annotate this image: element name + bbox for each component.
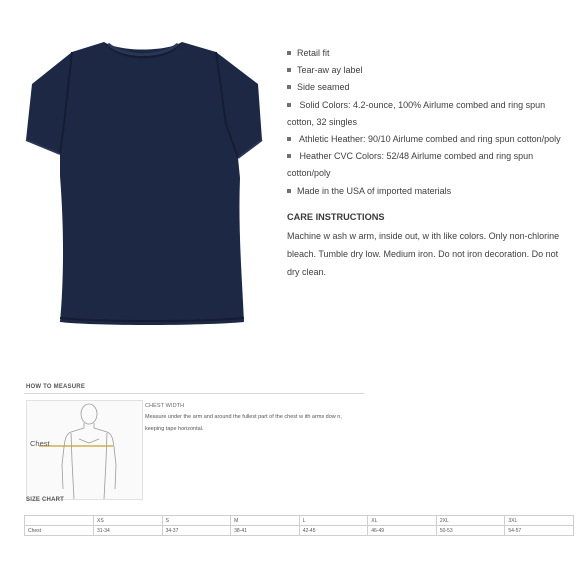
feature-item: Heather CVC Colors: 52/48 Airlume combed and ring spun cotton/poly xyxy=(287,151,534,179)
bullet-icon xyxy=(287,68,291,72)
care-instructions-title: CARE INSTRUCTIONS xyxy=(287,211,385,222)
table-header: XS xyxy=(94,516,163,526)
care-instructions-text: Machine w ash w arm, inside out, w ith like colors. Only non-chlorine bleach. Tumble dry low. Medium iron. Do not iron decoration. Do not dry clean. xyxy=(287,230,560,278)
bullet-icon xyxy=(287,51,291,55)
bullet-icon xyxy=(287,189,291,193)
feature-item: Side seamed xyxy=(287,79,571,96)
product-image xyxy=(20,28,268,328)
chest-width-title: CHEST WIDTH xyxy=(145,403,185,409)
table-header: M xyxy=(231,516,300,526)
table-cell: 42-45 xyxy=(299,526,368,536)
bullet-icon xyxy=(287,103,291,107)
bullet-icon xyxy=(287,137,291,141)
bullet-icon xyxy=(287,154,291,158)
table-cell: 34-37 xyxy=(162,526,231,536)
table-cell: Chest xyxy=(25,526,94,536)
chest-width-text: Measure under the arm and around the fullest part of the chest w ith arms dow n, keeping tape horizontal. xyxy=(145,414,342,432)
size-chart-table xyxy=(24,515,574,536)
table-header xyxy=(25,516,94,526)
size-chart-title: SIZE CHART xyxy=(26,497,64,503)
table-cell: 38-41 xyxy=(231,526,300,536)
table-cell: 54-57 xyxy=(505,526,574,536)
feature-item: Athletic Heather: 90/10 Airlume combed and ring spun cotton/poly xyxy=(287,131,571,148)
table-header: S xyxy=(162,516,231,526)
feature-item: Retail fit xyxy=(287,45,571,62)
table-header: 3XL xyxy=(505,516,574,526)
tshirt-icon xyxy=(20,28,268,328)
chest-label: Chest xyxy=(30,439,50,448)
how-to-measure-title: HOW TO MEASURE xyxy=(26,384,86,390)
table-cell: 31-34 xyxy=(94,526,163,536)
bullet-icon xyxy=(287,85,291,89)
body-outline-icon xyxy=(27,401,142,499)
measure-figure xyxy=(26,400,143,500)
table-header: XL xyxy=(368,516,437,526)
feature-list xyxy=(287,45,571,200)
table-header-row xyxy=(25,516,574,526)
table-header: 2XL xyxy=(436,516,505,526)
feature-item: Solid Colors: 4.2-ounce, 100% Airlume combed and ring spun cotton, 32 singles xyxy=(287,99,546,127)
table-cell: 46-49 xyxy=(368,526,437,536)
table-cell: 50-53 xyxy=(436,526,505,536)
table-row xyxy=(25,526,574,536)
how-to-measure-section xyxy=(24,378,364,498)
product-features xyxy=(287,44,571,281)
feature-item: Tear-aw ay label xyxy=(287,62,571,79)
table-header: L xyxy=(299,516,368,526)
divider xyxy=(24,393,364,394)
feature-item: Made in the USA of imported materials xyxy=(287,183,571,200)
